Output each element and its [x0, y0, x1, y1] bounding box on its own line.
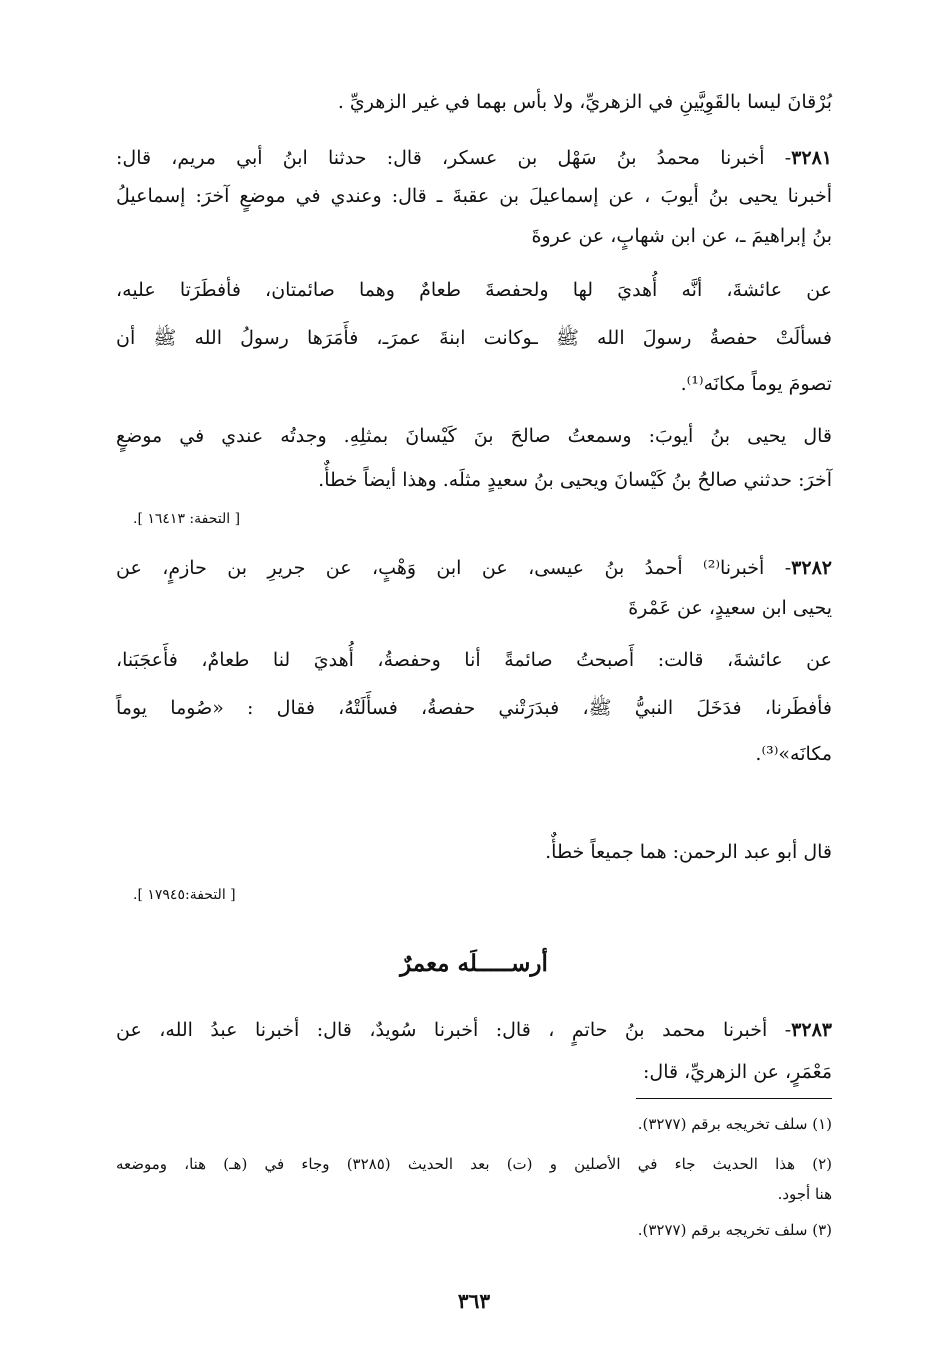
hadith-text: - أخبرنا محمد بنُ حاتمٍ ، قال: أخبرنا سُويدٌ، قال: أخبرنا عبدُ الله، عن	[116, 1019, 792, 1041]
footnote-3: (٣) سلف تخريجه برقم (٣٢٧٧).	[637, 1221, 832, 1239]
hadith-3281-line-4: عن عائشةَ، أنَّه أُهديَ لها ولحفصةَ طعامٌ وهما صائمتان، فأفطَرَتا عليه،	[116, 279, 832, 301]
hadith-3282-line-5: مكانَه»⁽³⁾.	[755, 743, 832, 765]
hadith-number: ٣٢٨١	[791, 147, 832, 169]
hadith-number: ٣٢٨٢	[791, 557, 832, 579]
footnote-2-continued: هنا أجود.	[777, 1185, 832, 1203]
hadith-3282-line-3: عن عائشةَ، قالت: أَصبحتُ صائمةً أنا وحفصةُ، أُهديَ لنا طعامٌ، فأَعجَبَنا،	[116, 649, 832, 671]
hadith-3283-line-2: مَعْمَرٍ، عن الزهريِّ، قال:	[643, 1061, 832, 1083]
hadith-3282-line-1	[116, 548, 832, 588]
hadith-3281-line-1	[116, 138, 832, 178]
hadith-3281-line-2: أخبرنا يحيى بنُ أيوبَ ، عن إسماعيلَ بن عقبةَ ـ قال: وعندي في موضعٍ آخرَ: إسماعيلُ	[116, 185, 832, 207]
tuhfa-reference: [ التحفة:١٧٩٤٥ ].	[133, 887, 236, 903]
footnote-divider	[636, 1098, 832, 1099]
page-number: ٣٦٣	[457, 1289, 491, 1313]
hadith-3281-line-6: تصومَ يوماً مكانَه⁽¹⁾.	[680, 373, 832, 395]
hadith-3282-line-6: قال أبو عبد الرحمن: هما جميعاً خطأٌ.	[545, 841, 832, 863]
footnote-2: (٢) هذا الحديث جاء في الأصلين و (ت) بعد الحديث (٣٢٨٥) وجاء في (هـ) هنا، وموضعه	[116, 1155, 832, 1173]
hadith-number: ٣٢٨٣	[791, 1019, 832, 1041]
hadith-text: - أخبرنا محمدُ بنُ سَهْل بن عسكر، قال: حدثنا ابنُ أبي مريم، قال:	[116, 147, 792, 169]
hadith-3282-line-4: فأفطَرنا، فدَخَلَ النبيُّ ﷺ، فبدَرَتْني حفصةُ، فسأَلَتْهُ، فقال : «صُوما يوماً	[116, 697, 832, 719]
hadith-text: - أخبرنا⁽²⁾ أحمدُ بنُ عيسى، عن ابن وَهْبٍ، عن جريرِ بن حازمٍ، عن	[116, 557, 792, 579]
hadith-3283-line-1	[116, 1010, 832, 1050]
hadith-3281-line-3: بنُ إبراهيمَ ـ، عن ابن شهابٍ، عن عروةَ	[531, 225, 832, 247]
hadith-3281-line-8: آخرَ: حدثني صالحُ بنُ كَيْسانَ ويحيى بنُ سعيدٍ مثلَه. وهذا أيضاً خطأٌ.	[318, 469, 832, 491]
footnote-1: (١) سلف تخريجه برقم (٣٢٧٧).	[637, 1115, 832, 1133]
text-line: بُرْقانَ ليسا بالقَوِيَّينِ في الزهريِّ، ولا بأس بهما في غير الزهريِّ .	[337, 91, 832, 113]
hadith-3281-line-7: قال يحيى بنُ أيوبَ: وسمعتُ صالحَ بنَ كَيْسانَ بمثلِهِ. وجدتُه عندي في موضعٍ	[116, 425, 832, 447]
tuhfa-reference: [ التحفة: ١٦٤١٣ ].	[133, 511, 241, 527]
section-heading: أرســـــلَه معمرٌ	[400, 950, 548, 977]
hadith-3282-line-2: يحيى ابن سعيدٍ، عن عَمْرةَ	[628, 597, 832, 619]
hadith-3281-line-5: فسألَتْ حفصةُ رسولَ الله ﷺ ـوكانت ابنةَ عمرَـ، فأَمَرَها رسولُ الله ﷺ أن	[116, 327, 832, 349]
